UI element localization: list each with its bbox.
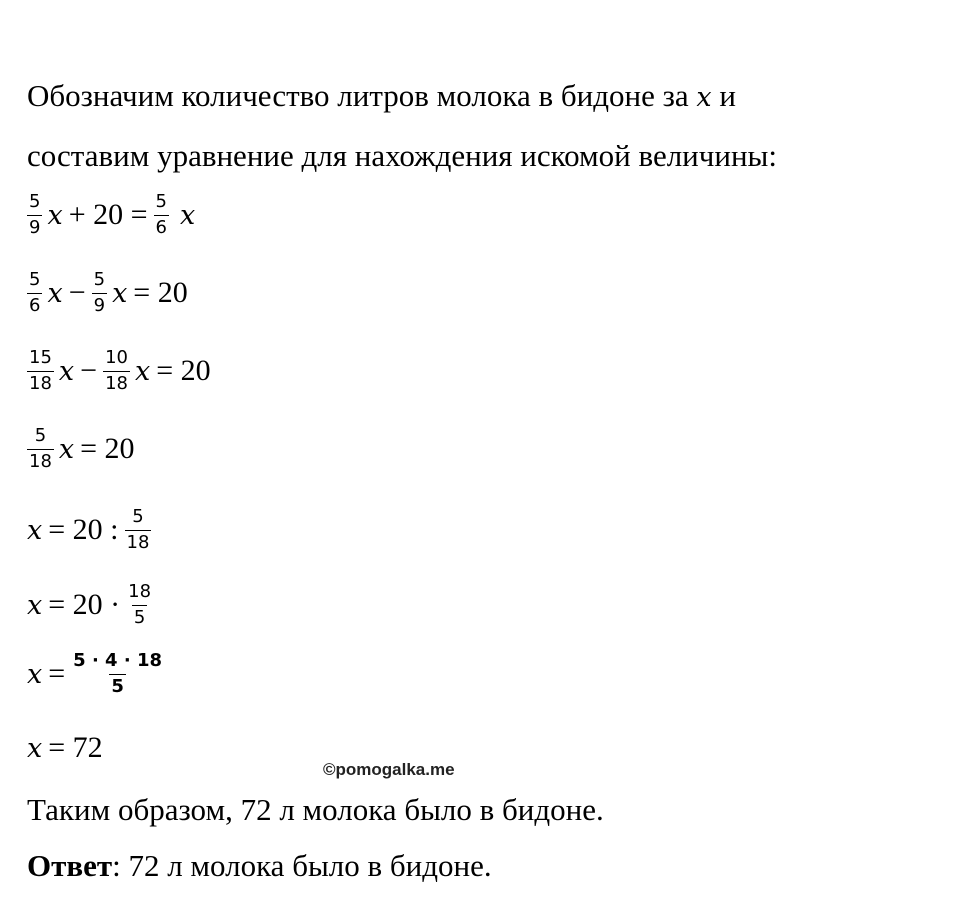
equation-step-4: [27, 427, 141, 472]
intro-line-2: составим уравнение для нахождения искомой величины:: [27, 138, 777, 173]
equation-step-1: [27, 193, 195, 238]
variable-x: x: [179, 199, 196, 231]
equation-rhs: = 20: [133, 276, 188, 310]
equation-text: =: [48, 657, 66, 691]
equation-text: = 20 :: [48, 513, 119, 547]
intro-text-end: и: [711, 78, 736, 113]
intro-line-1: [27, 80, 736, 111]
equation-step-8: [27, 733, 109, 763]
variable-x: x: [27, 514, 43, 546]
operator: −: [80, 354, 98, 388]
variable-x: x: [27, 732, 43, 764]
fraction: $\frac{5 \cdot 4 \cdot 18}{5}$: [73, 650, 162, 697]
variable-x: x: [27, 589, 43, 621]
fraction: $\frac{10}{18}$: [105, 347, 128, 394]
answer-label: Ответ: [27, 848, 113, 883]
equation-rhs: = 20: [80, 432, 135, 466]
conclusion-text: Таким образом, 72 л молока было в бидоне.: [27, 792, 604, 827]
answer-text: : 72 л молока было в бидоне.: [112, 848, 492, 883]
equation-rhs: = 20: [156, 354, 211, 388]
fraction: $\frac{18}{5}$: [128, 581, 152, 628]
fraction: $\frac{5}{6}$: [29, 269, 41, 316]
variable-x: x: [112, 277, 128, 309]
equation-rhs: = 72: [48, 731, 103, 764]
fraction: $\frac{5}{9}$: [29, 191, 41, 238]
variable-x: x: [27, 658, 43, 690]
fraction: $\frac{5}{18}$: [29, 425, 52, 472]
equation-text: = 20 ·: [48, 588, 121, 622]
watermark: ©pomogalka.me: [323, 760, 455, 779]
equation-step-5: [27, 508, 156, 553]
equation-step-3: [27, 349, 217, 394]
fraction: $\frac{5}{6}$: [155, 191, 167, 238]
equation-step-7: [27, 652, 169, 697]
equation-step-2: [27, 271, 194, 316]
fraction: $\frac{5}{18}$: [126, 506, 150, 553]
variable-x: x: [58, 355, 75, 387]
equation-text: + 20 =: [68, 198, 148, 232]
fraction: $\frac{5}{9}$: [93, 269, 106, 316]
fraction: $\frac{15}{18}$: [29, 347, 52, 394]
variable-x: x: [47, 199, 63, 231]
variable-x: x: [58, 433, 75, 465]
operator: −: [68, 276, 86, 310]
variable-x: x: [134, 355, 151, 387]
equation-step-6: [27, 583, 158, 628]
intro-text: Обозначим количество литров молока в бидоне за: [27, 78, 697, 113]
variable-x: x: [47, 277, 63, 309]
answer-line: [27, 850, 492, 881]
variable-x: x: [696, 82, 712, 113]
